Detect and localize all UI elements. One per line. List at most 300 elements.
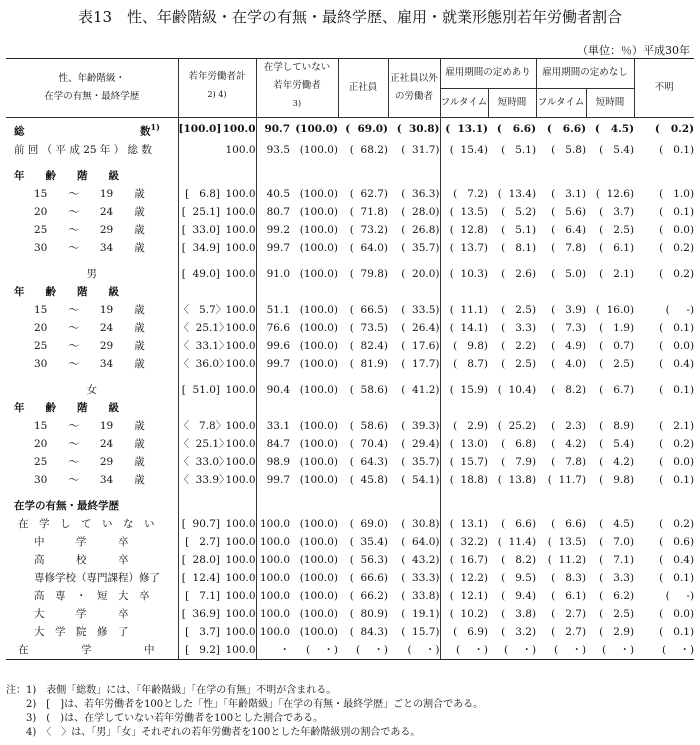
cell-h bbox=[488, 167, 536, 185]
cell-j: ( 9.8) bbox=[599, 473, 635, 486]
cell-a: 〈 36.0〉 bbox=[178, 355, 220, 373]
cell-f bbox=[388, 497, 440, 515]
cell-c: 98.9 bbox=[256, 453, 290, 471]
table-row bbox=[6, 301, 694, 319]
header-category bbox=[6, 59, 178, 118]
cell-a: [ 51.0] bbox=[178, 381, 220, 399]
cell-a bbox=[178, 141, 220, 159]
cell-h: ( 5.2) bbox=[501, 205, 537, 218]
cell-j: ( 8.9) bbox=[599, 419, 635, 432]
cell-h: ( 2.6) bbox=[501, 267, 537, 280]
cell-d: (100.0) bbox=[299, 553, 339, 566]
cell-k: ( 0.1) bbox=[659, 625, 695, 638]
cell-k: ( ・) bbox=[634, 641, 694, 660]
row-label-text: 中 学 卒 bbox=[34, 535, 129, 548]
cell-h: ( 25.2) bbox=[497, 419, 537, 432]
cell-d: (100.0) bbox=[299, 517, 339, 530]
cell-a bbox=[178, 283, 220, 301]
cell-i bbox=[536, 283, 586, 301]
row-label bbox=[6, 641, 178, 660]
cell-b: 100.0 bbox=[225, 143, 256, 156]
cell-k: ( 0.0) bbox=[659, 339, 695, 352]
table-row bbox=[6, 471, 694, 489]
cell-c: 40.5 bbox=[256, 185, 290, 203]
cell-g: ( 14.1) bbox=[440, 319, 488, 337]
cell-f bbox=[388, 283, 440, 301]
cell-c: 100.0 bbox=[256, 533, 290, 551]
cell-i: ( 2.7) bbox=[551, 607, 587, 620]
cell-j: ( 16.0) bbox=[595, 303, 635, 316]
cell-i: ( 3.9) bbox=[551, 303, 587, 316]
row-label bbox=[6, 569, 178, 587]
cell-h: ( 2.5) bbox=[501, 357, 537, 370]
row-label bbox=[6, 283, 178, 301]
cell-f: ( 33.3) bbox=[401, 571, 440, 584]
cell-f: ( 43.2) bbox=[401, 553, 440, 566]
table-row bbox=[6, 319, 694, 337]
cell-b bbox=[220, 399, 256, 417]
cell-c: 100.0 bbox=[256, 605, 290, 623]
cell-d: (100.0) bbox=[299, 241, 339, 254]
cell-e: ( 66.2) bbox=[349, 589, 389, 602]
cell-k: ( 0.1) bbox=[659, 383, 695, 396]
cell-c: 99.7 bbox=[256, 355, 290, 373]
cell-c: 90.7 bbox=[256, 118, 290, 141]
cell-i: ( 13.5) bbox=[547, 535, 587, 548]
cell-j: ( 12.6) bbox=[595, 187, 635, 200]
header-category-text: 性、年齢階級・ 在学の有無・最終学歴 bbox=[44, 73, 140, 103]
row-label-text: 20 ～ 24 歳 bbox=[34, 205, 145, 218]
cell-d bbox=[290, 283, 338, 301]
cell-c: 93.5 bbox=[256, 141, 290, 159]
cell-a: [ 33.0] bbox=[178, 221, 220, 239]
cell-k: ( 0.4) bbox=[659, 553, 695, 566]
cell-i: ( 8.2) bbox=[551, 383, 587, 396]
cell-f: ( 41.2) bbox=[401, 383, 440, 396]
cell-b bbox=[220, 497, 256, 515]
row-label-text: 在 学 し て い な い bbox=[18, 517, 155, 530]
row-label bbox=[6, 515, 178, 533]
cell-c: 99.7 bbox=[256, 471, 290, 489]
cell-a: [ 9.2] bbox=[178, 641, 220, 660]
cell-f: ( 17.7) bbox=[401, 357, 440, 370]
cell-a: 〈 33.1〉 bbox=[178, 337, 220, 355]
header-not-in-school-text: 在学していない 若年労働者 bbox=[263, 62, 331, 91]
cell-k: ( -) bbox=[665, 589, 695, 602]
cell-d bbox=[290, 399, 338, 417]
cell-a: [ 28.0] bbox=[178, 551, 220, 569]
row-label-text: 年 齢 階 級 bbox=[14, 169, 119, 182]
cell-h: ( 6.6) bbox=[501, 517, 537, 530]
cell-b: 100.0 bbox=[225, 571, 256, 584]
cell-d: (100.0) bbox=[299, 625, 339, 638]
cell-d: (100.0) bbox=[299, 419, 339, 432]
row-label-text: 年 齢 階 級 bbox=[14, 285, 119, 298]
cell-f: ( 36.3) bbox=[401, 187, 440, 200]
cell-e: ( 84.3) bbox=[349, 625, 389, 638]
cell-c bbox=[256, 283, 290, 301]
table-row bbox=[6, 265, 694, 283]
cell-g: ( 12.2) bbox=[440, 569, 488, 587]
row-label-text: 高 専 ・ 短 大 卒 bbox=[34, 589, 150, 602]
cell-g: ( 10.2) bbox=[440, 605, 488, 623]
cell-k: ( 0.1) bbox=[659, 571, 695, 584]
cell-b: 100.0 bbox=[225, 517, 256, 530]
table-row bbox=[6, 221, 694, 239]
cell-k: ( 0.1) bbox=[659, 321, 695, 334]
row-label bbox=[6, 605, 178, 623]
cell-k bbox=[634, 167, 694, 185]
cell-c: 99.6 bbox=[256, 337, 290, 355]
row-label bbox=[6, 435, 178, 453]
table-row bbox=[6, 203, 694, 221]
cell-j bbox=[586, 497, 634, 515]
cell-e: ( 66.5) bbox=[349, 303, 389, 316]
cell-a: [ 7.1] bbox=[178, 587, 220, 605]
section-heading-row bbox=[6, 167, 694, 185]
table-row bbox=[6, 453, 694, 471]
cell-e: ( ・) bbox=[338, 641, 388, 660]
cell-e: ( 45.8) bbox=[349, 473, 389, 486]
header-fixed-term: 雇用期間の定めあり bbox=[440, 59, 536, 89]
row-label-text: 在 学 中 bbox=[18, 643, 155, 656]
cell-e: ( 79.8) bbox=[349, 267, 389, 280]
cell-i bbox=[536, 399, 586, 417]
row-label bbox=[6, 533, 178, 551]
cell-d: (100.0) bbox=[299, 223, 339, 236]
cell-f: ( 39.3) bbox=[401, 419, 440, 432]
cell-k bbox=[634, 283, 694, 301]
footnote-1: 注：1) 表側「総数」には、「年齢階級」「在学の有無」不明が含まれる。 bbox=[6, 685, 337, 696]
table-row bbox=[6, 569, 694, 587]
spacer-row bbox=[6, 373, 694, 381]
cell-g: ( 10.3) bbox=[440, 265, 488, 283]
cell-g: ( 6.9) bbox=[440, 623, 488, 641]
row-label-text: 大 学 院 修 了 bbox=[34, 625, 129, 638]
cell-b: 100.0 bbox=[225, 437, 256, 450]
cell-a: [ 34.9] bbox=[178, 239, 220, 257]
cell-i: ( ・) bbox=[536, 641, 586, 660]
header-nofixed-full-time: フルタイム bbox=[536, 88, 586, 118]
cell-b: 100.0 bbox=[225, 303, 256, 316]
row-label bbox=[6, 167, 178, 185]
table-row bbox=[6, 185, 694, 203]
cell-j: ( 2.1) bbox=[599, 267, 635, 280]
cell-k: ( 0.1) bbox=[659, 143, 695, 156]
cell-k: ( 0.0) bbox=[659, 455, 695, 468]
cell-g: ( 16.7) bbox=[440, 551, 488, 569]
cell-f: ( 35.7) bbox=[401, 455, 440, 468]
cell-i bbox=[536, 497, 586, 515]
table-body bbox=[6, 118, 694, 660]
cell-d: (100.0) bbox=[299, 571, 339, 584]
cell-b: 100.0 bbox=[220, 641, 256, 660]
cell-b: 100.0 bbox=[225, 205, 256, 218]
cell-g: ( 32.2) bbox=[440, 533, 488, 551]
cell-d: (100.0) bbox=[299, 267, 339, 280]
cell-j: ( 7.0) bbox=[599, 535, 635, 548]
cell-h: ( 8.1) bbox=[501, 241, 537, 254]
cell-a: 〈 25.1〉 bbox=[178, 319, 220, 337]
cell-h: ( 10.4) bbox=[497, 383, 537, 396]
table-row bbox=[6, 515, 694, 533]
cell-b: 100.0 bbox=[225, 455, 256, 468]
cell-a: [100.0] bbox=[178, 118, 220, 141]
row-label bbox=[6, 203, 178, 221]
cell-g bbox=[440, 399, 488, 417]
cell-j bbox=[586, 167, 634, 185]
cell-g: ( 9.8) bbox=[440, 337, 488, 355]
cell-e bbox=[338, 167, 388, 185]
row-label-text: 30 ～ 34 歳 bbox=[34, 357, 145, 370]
cell-f: ( 19.1) bbox=[401, 607, 440, 620]
row-label bbox=[6, 221, 178, 239]
cell-h: ( 9.4) bbox=[501, 589, 537, 602]
table-row bbox=[6, 118, 694, 141]
cell-i: ( 6.6) bbox=[546, 123, 587, 136]
cell-g: ( ・) bbox=[440, 641, 488, 660]
cell-b: 100.0 bbox=[225, 383, 256, 396]
cell-h: ( 3.2) bbox=[501, 625, 537, 638]
cell-d: (100.0) bbox=[299, 437, 339, 450]
cell-g: ( 12.8) bbox=[440, 221, 488, 239]
row-label bbox=[6, 551, 178, 569]
cell-g: ( 15.9) bbox=[440, 381, 488, 399]
cell-c: 90.4 bbox=[256, 381, 290, 399]
spacer-row bbox=[6, 257, 694, 265]
cell-b: 100.0 bbox=[225, 223, 256, 236]
table-row bbox=[6, 381, 694, 399]
cell-h: ( 3.3) bbox=[501, 321, 537, 334]
cell-d: (100.0) bbox=[299, 383, 339, 396]
cell-e: ( 70.4) bbox=[349, 437, 389, 450]
cell-f bbox=[388, 399, 440, 417]
spacer-row bbox=[6, 159, 694, 167]
cell-k: ( 0.4) bbox=[659, 357, 695, 370]
cell-f: ( 28.0) bbox=[401, 205, 440, 218]
cell-g: ( 15.4) bbox=[440, 141, 488, 159]
row-label bbox=[6, 497, 178, 515]
cell-e: ( 73.5) bbox=[349, 321, 389, 334]
header-fixed-part-time: 短時間 bbox=[488, 88, 536, 118]
row-label bbox=[6, 417, 178, 435]
unit-label: （単位：％）平成30年 bbox=[577, 44, 690, 57]
cell-b: 100.0 bbox=[225, 339, 256, 352]
cell-f: ( 29.4) bbox=[401, 437, 440, 450]
row-label-text: 在学の有無・最終学歴 bbox=[14, 499, 119, 512]
cell-d: (100.0) bbox=[299, 607, 339, 620]
cell-e: ( 69.0) bbox=[349, 517, 389, 530]
cell-g: ( 13.5) bbox=[440, 203, 488, 221]
table-title: 表13 性、年齢階級・在学の有無・最終学歴、雇用・就業形態別若年労働者割合 bbox=[77, 8, 623, 26]
cell-b: 100.0 bbox=[225, 607, 256, 620]
cell-d: (100.0) bbox=[299, 205, 339, 218]
row-label-text: 男 bbox=[86, 267, 97, 280]
footnote-4: 4) 〈 〉は、「男」「女」それぞれの若年労働者を100とした年齢階級別の割合である。 bbox=[6, 727, 421, 738]
cell-e: ( 81.9) bbox=[349, 357, 389, 370]
cell-g: ( 8.7) bbox=[440, 355, 488, 373]
cell-c: 100.0 bbox=[256, 551, 290, 569]
cell-k: ( 0.0) bbox=[659, 607, 695, 620]
row-label bbox=[6, 355, 178, 373]
cell-f: ( 30.8) bbox=[401, 517, 440, 530]
cell-f: ( 31.7) bbox=[401, 143, 440, 156]
cell-i: ( 6.4) bbox=[551, 223, 587, 236]
header-non-regular-text: 正社員以外 の労働者 bbox=[390, 73, 438, 103]
row-label-text: 30 ～ 34 歳 bbox=[34, 473, 145, 486]
cell-f: ( 20.0) bbox=[401, 267, 440, 280]
row-label bbox=[6, 381, 178, 399]
cell-b bbox=[220, 167, 256, 185]
cell-c: 100.0 bbox=[256, 623, 290, 641]
cell-d: (100.0) bbox=[299, 473, 339, 486]
cell-j: ( 2.5) bbox=[599, 357, 635, 370]
cell-b: 100.0 bbox=[225, 589, 256, 602]
cell-f: ( 26.8) bbox=[401, 223, 440, 236]
table-row bbox=[6, 435, 694, 453]
cell-e: ( 56.3) bbox=[349, 553, 389, 566]
row-label-text: 専修学校（専門課程）修了 bbox=[34, 571, 160, 584]
cell-j bbox=[586, 399, 634, 417]
table-row bbox=[6, 551, 694, 569]
cell-c: ・ bbox=[256, 641, 290, 660]
row-label-text: 25 ～ 29 歳 bbox=[34, 223, 145, 236]
cell-d: (100.0) bbox=[299, 303, 339, 316]
cell-d bbox=[290, 497, 338, 515]
row-label bbox=[6, 399, 178, 417]
table-row bbox=[6, 623, 694, 641]
cell-g: ( 18.8) bbox=[440, 471, 488, 489]
cell-a: 〈 5.7〉 bbox=[178, 301, 220, 319]
cell-g: ( 13.7) bbox=[440, 239, 488, 257]
cell-a: [ 12.4] bbox=[178, 569, 220, 587]
cell-k: ( 0.2) bbox=[659, 241, 695, 254]
cell-f: ( 30.8) bbox=[396, 123, 440, 136]
cell-c: 80.7 bbox=[256, 203, 290, 221]
cell-i: ( 6.1) bbox=[551, 589, 587, 602]
row-label bbox=[6, 471, 178, 489]
cell-i bbox=[536, 167, 586, 185]
cell-c: 99.7 bbox=[256, 239, 290, 257]
cell-j: ( 2.5) bbox=[599, 607, 635, 620]
cell-f: ( 64.0) bbox=[401, 535, 440, 548]
cell-d: (100.0) bbox=[299, 535, 339, 548]
table-row bbox=[6, 141, 694, 159]
row-label-text: 総 数 bbox=[14, 125, 151, 138]
cell-g: ( 13.1) bbox=[440, 515, 488, 533]
cell-c: 100.0 bbox=[256, 569, 290, 587]
cell-f: ( 33.8) bbox=[401, 589, 440, 602]
cell-a: [ 3.7] bbox=[178, 623, 220, 641]
cell-e: ( 71.8) bbox=[349, 205, 389, 218]
cell-j: ( 4.5) bbox=[599, 517, 635, 530]
cell-k: ( 0.6) bbox=[659, 535, 695, 548]
cell-d: ( ・) bbox=[290, 641, 338, 660]
cell-a: [ 36.9] bbox=[178, 605, 220, 623]
cell-i: ( 11.7) bbox=[547, 473, 587, 486]
cell-e: ( 73.2) bbox=[349, 223, 389, 236]
cell-j: ( ・) bbox=[586, 641, 634, 660]
row-label-text: 25 ～ 29 歳 bbox=[34, 455, 145, 468]
cell-g: ( 13.0) bbox=[440, 435, 488, 453]
cell-f: ( 26.4) bbox=[401, 321, 440, 334]
cell-b: 100.0 bbox=[225, 321, 256, 334]
cell-c: 33.1 bbox=[256, 417, 290, 435]
cell-c: 91.0 bbox=[256, 265, 290, 283]
cell-i: ( 4.2) bbox=[551, 437, 587, 450]
row-label bbox=[6, 265, 178, 283]
cell-c: 76.6 bbox=[256, 319, 290, 337]
data-table bbox=[6, 58, 694, 660]
cell-e bbox=[338, 283, 388, 301]
header-regular: 正社員 bbox=[338, 59, 388, 118]
cell-j: ( 4.2) bbox=[599, 455, 635, 468]
cell-h bbox=[488, 283, 536, 301]
section-heading-row bbox=[6, 283, 694, 301]
cell-i: ( 5.0) bbox=[551, 267, 587, 280]
row-label-text: 女 bbox=[86, 383, 97, 396]
cell-i: ( 5.6) bbox=[551, 205, 587, 218]
cell-g: ( 2.9) bbox=[440, 417, 488, 435]
cell-g: ( 12.1) bbox=[440, 587, 488, 605]
cell-e bbox=[338, 497, 388, 515]
cell-a bbox=[178, 399, 220, 417]
header-total bbox=[178, 59, 256, 118]
cell-c: 84.7 bbox=[256, 435, 290, 453]
cell-b: 100.0 bbox=[225, 625, 256, 638]
cell-k: ( -) bbox=[665, 303, 695, 316]
cell-j: ( 1.9) bbox=[599, 321, 635, 334]
cell-c bbox=[256, 497, 290, 515]
cell-f: ( 17.6) bbox=[401, 339, 440, 352]
row-label-text: 25 ～ 29 歳 bbox=[34, 339, 145, 352]
section-heading-row bbox=[6, 399, 694, 417]
cell-i: ( 8.3) bbox=[551, 571, 587, 584]
header-nofixed-part-time: 短時間 bbox=[586, 88, 634, 118]
cell-b: 100.0 bbox=[225, 241, 256, 254]
cell-d bbox=[290, 167, 338, 185]
footnotes bbox=[6, 684, 696, 740]
cell-i: ( 5.8) bbox=[551, 143, 587, 156]
cell-k: ( 0.1) bbox=[659, 205, 695, 218]
table-row bbox=[6, 533, 694, 551]
cell-d: (100.0) bbox=[299, 143, 339, 156]
cell-f: ( 15.7) bbox=[401, 625, 440, 638]
header-unknown: 不明 bbox=[634, 59, 694, 118]
cell-h: ( 11.4) bbox=[497, 535, 537, 548]
cell-i: ( 2.7) bbox=[551, 625, 587, 638]
cell-j: ( 2.5) bbox=[599, 223, 635, 236]
spacer-row bbox=[6, 489, 694, 497]
cell-i: ( 6.6) bbox=[551, 517, 587, 530]
cell-b: 100.0 bbox=[222, 123, 256, 136]
table-row bbox=[6, 641, 694, 660]
cell-h: ( 2.2) bbox=[501, 339, 537, 352]
cell-h: ( 5.1) bbox=[501, 223, 537, 236]
cell-h: ( 13.8) bbox=[497, 473, 537, 486]
table-row bbox=[6, 587, 694, 605]
cell-h: ( 6.6) bbox=[496, 123, 537, 136]
cell-h: ( 6.8) bbox=[501, 437, 537, 450]
row-label-text: 15 ～ 19 歳 bbox=[34, 303, 145, 316]
cell-d: (100.0) bbox=[299, 589, 339, 602]
cell-c: 99.2 bbox=[256, 221, 290, 239]
row-label bbox=[6, 301, 178, 319]
cell-h: ( 5.1) bbox=[501, 143, 537, 156]
row-label-text: 30 ～ 34 歳 bbox=[34, 241, 145, 254]
cell-i: ( 4.0) bbox=[551, 357, 587, 370]
section-heading-row bbox=[6, 497, 694, 515]
